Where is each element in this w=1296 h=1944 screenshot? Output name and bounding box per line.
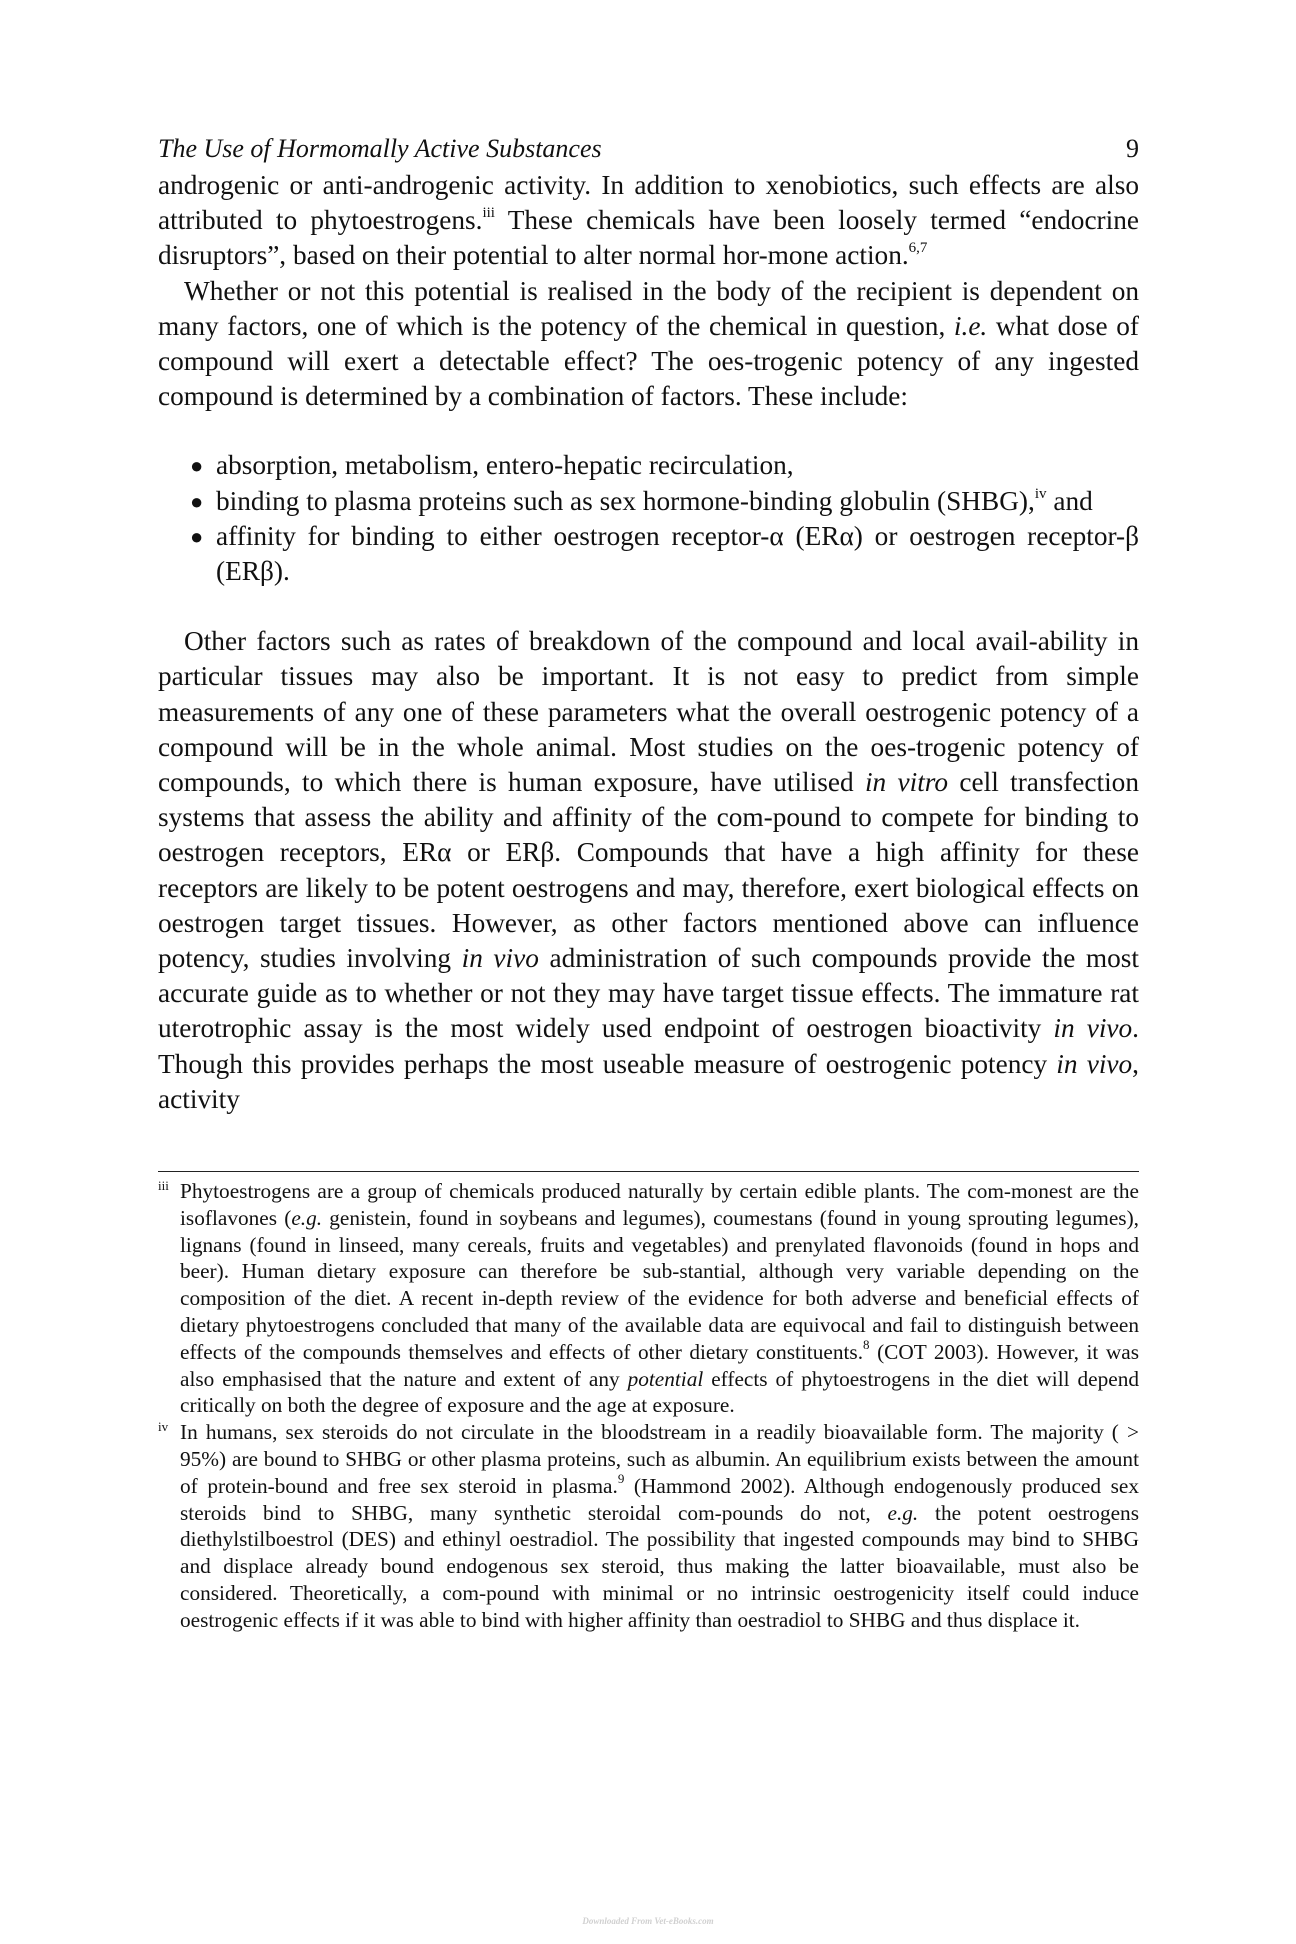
- text-span: absorption, metabolism, entero-hepatic recirculation,: [216, 450, 794, 481]
- running-head-title: The Use of Hormomally Active Substances: [158, 134, 602, 163]
- citation-ref: 6,7: [908, 240, 928, 257]
- text-span: binding to plasma proteins such as sex hormone-binding globulin (SHBG),: [216, 485, 1035, 516]
- bullet-icon: ●: [190, 523, 204, 549]
- italic-text: in vivo: [461, 943, 539, 974]
- paragraph-1: [158, 168, 1139, 274]
- page: [158, 132, 1139, 1634]
- text-span: genistein, found in soybeans and legumes), coumestans (found in young sprouting legumes), lignans (found in linseed, many cereals, fruits and vegetables) and prenylated flavonoids (found in hops and beer). Human dietary exposure can therefore be sub-stantial, although very variable depending on the composition of the diet. A recent in-depth review of the evidence for both adverse and beneficial effects of dietary phytoestrogens concluded that many of the available data are equivocal and fail to distinguish between effects of the compounds themselves and effects of other dietary constituents.: [180, 1205, 1140, 1364]
- footnote-divider: [158, 1171, 1139, 1172]
- footnote-iii: [158, 1178, 1139, 1419]
- paragraph-3: [158, 624, 1139, 1117]
- text-span: Whether or not this potential is realised in the body of the recipient is dependent on many factors, one of which is the potency of the chemical in question,: [158, 275, 1139, 341]
- text-span: (COT 2003). However, it was also emphasised that the nature and extent of any: [180, 1339, 1139, 1391]
- italic-text: in vitro: [864, 767, 949, 798]
- footnote-ref-iii: iii: [482, 205, 495, 222]
- text-span: cell transfection systems that assess the ability and affinity of the com-pound to compete for binding to oestrogen receptors, ERα or ERβ. Compounds that have a high affinity for these receptors are likely to be potent oestrogens and may, therefore, exert biological effects on oestrogen target tissues. However, as other factors mentioned above can influence potency, studies involving: [158, 767, 1139, 974]
- paragraph-2: [158, 274, 1139, 415]
- watermark: Downloaded From Vet-eBooks.com: [582, 1916, 714, 1926]
- bullet-icon: ●: [190, 453, 204, 479]
- footnotes: [158, 1178, 1139, 1634]
- footnote-marker: iv: [158, 1419, 169, 1435]
- text-span: Other factors such as rates of breakdown of the compound and local avail-ability in particular tissues may also be important. It is not easy to predict from simple measurements of any one of these parameters what the overall oestrogenic potency of a compound will be in the whole animal. Most studies on the oes-trogenic potency of compounds, to which there is human exposure, have utilised: [158, 626, 1139, 798]
- list-item: [190, 519, 1139, 589]
- citation-ref: 9: [617, 1470, 625, 1486]
- text-span: the potent oestrogens diethylstilboestrol (DES) and ethinyl oestradiol. The possibility that ingested compounds may bind to SHBG and displace already bound endogenous sex steroid, thus making the latter bioavailable, must also be considered. Theoretically, a com-pound with minimal or no intrinsic oestrogenicity itself could induce oestrogenic effects if it was able to bind with higher affinity than oestradiol to SHBG and thus displace it.: [180, 1500, 1139, 1632]
- italic-text: potential: [627, 1366, 704, 1391]
- italic-text: in vivo: [1056, 1048, 1133, 1079]
- italic-text: e.g.: [887, 1500, 919, 1525]
- text-span: In humans, sex steroids do not circulate in the bloodstream in a readily bioavailable form. The majority ( > 95%) are bound to SHBG or other plasma proteins, such as albumin. An equilibrium exists between the amount of protein-bound and free sex steroid in plasma.: [180, 1420, 1139, 1498]
- italic-text: e.g.: [291, 1205, 323, 1230]
- text-span: These chemicals have been loosely termed “endocrine disruptors”, based on their potential to alter normal hor-mone action.: [158, 205, 1139, 271]
- body-text: [158, 168, 1139, 1117]
- text-span: (Hammond 2002). Although endogenously produced sex steroids bind to SHBG, many synthetic steroidal com-pounds do not,: [180, 1473, 1139, 1525]
- footnote-iv: [158, 1419, 1139, 1633]
- list-item: [190, 484, 1139, 519]
- footnote-ref-iv: iv: [1034, 485, 1047, 502]
- text-span: , activity: [158, 1048, 1139, 1114]
- list-item: [190, 448, 1139, 483]
- page-number: 9: [1126, 134, 1139, 163]
- italic-text: in vivo: [1053, 1013, 1133, 1044]
- factor-list: [158, 448, 1139, 589]
- italic-text: i.e.: [953, 310, 988, 341]
- text-span: and: [1046, 485, 1093, 516]
- running-head: [158, 132, 1139, 166]
- text-span: Phytoestrogens are a group of chemicals produced naturally by certain edible plants. The com-monest are the isoflavones (: [180, 1179, 1139, 1230]
- text-span: . Though this provides perhaps the most useable measure of oestrogenic potency: [158, 1013, 1139, 1079]
- text-span: androgenic or anti-androgenic activity. In addition to xenobiotics, such effects are also attributed to phytoestrogens.: [158, 170, 1139, 236]
- footnote-marker: iii: [158, 1178, 169, 1194]
- bullet-icon: ●: [190, 488, 204, 514]
- text-span: administration of such compounds provide the most accurate guide as to whether or not they may have target tissue effects. The immature rat uterotrophic assay is the most widely used endpoint of oestrogen bioactivity: [158, 943, 1139, 1044]
- text-span: affinity for binding to either oestrogen receptor-α (ERα) or oestrogen receptor-β (ERβ).: [216, 520, 1139, 587]
- text-span: effects of phytoestrogens in the diet will depend critically on both the degree of exposure and the age at exposure.: [180, 1366, 1139, 1418]
- text-span: what dose of compound will exert a detectable effect? The oes-trogenic potency of any ingested compound is determined by a combination of factors. These include:: [158, 310, 1139, 412]
- citation-ref: 8: [863, 1336, 870, 1352]
